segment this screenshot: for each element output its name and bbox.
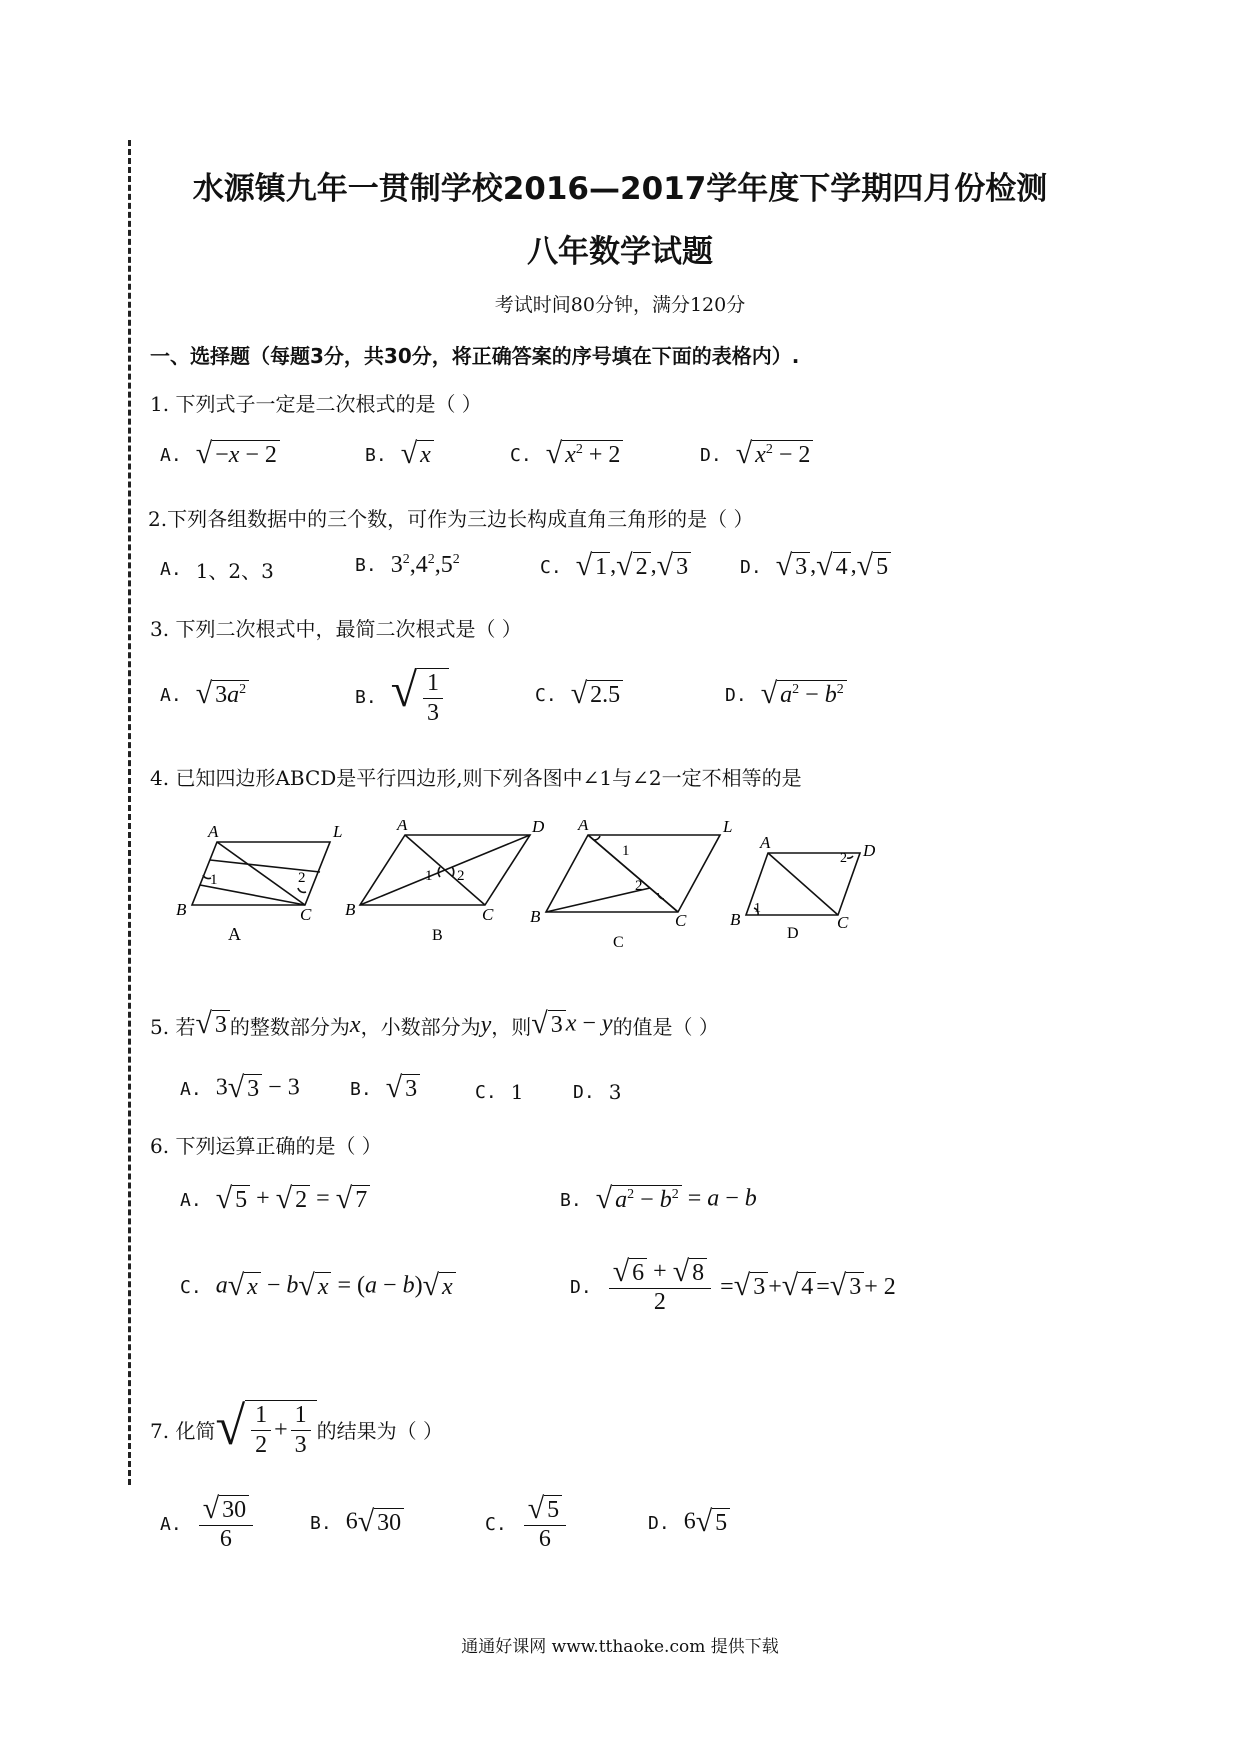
label-angle-1: 1 (754, 901, 761, 916)
q7-option-c (485, 1492, 569, 1553)
figure-caption-b: B (432, 927, 443, 944)
q7-option-b (310, 1505, 404, 1538)
math-expression: √ $a^2 - b^2$ (761, 680, 847, 710)
option-label: C. (180, 1276, 202, 1298)
option-label: C. (535, 684, 557, 706)
option-label: D. (725, 684, 747, 706)
q7-prefix: 7. 化简 (150, 1419, 216, 1444)
option-text: 1 (510, 1080, 524, 1104)
label-vertex-d: D (532, 820, 545, 836)
q6-option-c (180, 1269, 456, 1302)
label-angle-2: 2 (840, 851, 847, 866)
option-label: B. (350, 1078, 372, 1100)
math-expression: √ 5 6 (521, 1495, 569, 1553)
question-7-stem (150, 1396, 443, 1460)
q1-option-d (700, 437, 813, 470)
option-label: D. (570, 1276, 592, 1298)
option-text: 1、2、3 (195, 559, 274, 583)
math-expression: √ x (401, 440, 434, 470)
option-text: 3 (608, 1080, 622, 1104)
option-label: A. (160, 444, 182, 466)
q5-option-c (475, 1080, 523, 1104)
q7-option-d (648, 1505, 730, 1538)
label-angle-1: 1 (622, 843, 630, 859)
label-angle-2: 2 (298, 870, 306, 886)
math-expression: √ $a^2 - b^2$ = a − b (595, 1182, 757, 1215)
math-expression: √ −x − 2 (196, 440, 280, 470)
option-label: A. (160, 1513, 182, 1535)
figure-caption-d: D (787, 925, 799, 942)
math-expression: √ 2.5 (571, 680, 623, 710)
option-label: B. (355, 687, 377, 709)
label-vertex-b: B (345, 900, 356, 919)
option-label: C. (540, 556, 562, 578)
math-expression: √ $\frac{1}{3}$ (391, 668, 449, 728)
math-expression: √ $x^2 + 2$ (546, 440, 624, 470)
q1-option-b (365, 437, 434, 470)
math-expression: x (349, 1011, 361, 1038)
option-label: A. (160, 559, 182, 580)
math-expression: √ 6 + √ 8 2 = √ 3 + √ 4 = √ 3 + 2 (606, 1258, 896, 1316)
option-label: C. (485, 1513, 507, 1535)
option-label: B. (365, 444, 387, 466)
q5-option-b (350, 1071, 420, 1104)
label-vertex-c: C (837, 913, 849, 932)
q4-figures (170, 820, 970, 950)
math-expression: √ 3 (195, 1010, 229, 1040)
label-vertex-b: B (176, 900, 187, 919)
math-expression: √ 3 (386, 1074, 420, 1104)
math-expression: √ 3 x − y (531, 1007, 613, 1040)
label-vertex-a: A (397, 820, 408, 834)
q5-option-a (180, 1071, 300, 1104)
q2-option-c (540, 549, 691, 582)
math-expression: a √ x − b √ x = (a − b) √ x (216, 1272, 456, 1302)
option-label: C. (475, 1081, 497, 1103)
option-label: C. (510, 444, 532, 466)
label-vertex-b: B (530, 907, 541, 926)
label-vertex-c: C (675, 911, 687, 930)
exam-title: 水源镇九年一贯制学校2016—2017学年度下学期四月份检测 (192, 171, 1048, 207)
label-angle-2: 2 (635, 878, 643, 894)
q6-option-d (570, 1255, 896, 1316)
binding-margin-dashed-line (128, 140, 131, 1485)
question-3-stem: 3. 下列二次根式中，最简二次根式是（ ） (150, 617, 522, 641)
math-expression: √ 3 , √ 4 , √ 5 (776, 552, 891, 582)
q6-option-a (180, 1182, 370, 1215)
q3-option-c (535, 677, 623, 710)
exam-info: 考试时间80分钟，满分120分 (494, 294, 746, 316)
figure-caption-c: C (613, 934, 624, 950)
q5-prefix: 5. 若 (150, 1014, 196, 1039)
q5-suffix: 的值是（ ） (612, 1014, 719, 1039)
label-vertex-d: L (333, 822, 343, 841)
q3-option-b (355, 664, 449, 728)
math-expression: √ $\frac{1}{2}$ + $\frac{1}{3}$ (215, 1400, 316, 1460)
math-expression: 3 √ 3 − 3 (215, 1071, 300, 1104)
option-label: D. (573, 1081, 595, 1103)
label-vertex-d: D (863, 841, 876, 860)
option-label: B. (310, 1512, 332, 1534)
section-heading-choice: 一、选择题（每题3分，共30分，将正确答案的序号填在下面的表格内）. (150, 344, 800, 368)
label-angle-2: 2 (457, 868, 465, 884)
q5-mid1: 的整数部分为 (229, 1014, 350, 1039)
q1-option-c (510, 437, 623, 470)
math-expression: √ 1 , √ 2 , √ 3 (576, 552, 691, 582)
q3-option-a (160, 677, 249, 710)
label-vertex-a: A (578, 820, 589, 834)
q5-mid2: ，小数部分为 (360, 1014, 481, 1039)
label-vertex-c: C (300, 905, 312, 924)
exam-subtitle: 八年数学试题 (527, 234, 713, 270)
math-expression: √ 5 + √ 2 = √ 7 (216, 1185, 371, 1215)
q7-option-a (160, 1492, 256, 1553)
option-label: D. (648, 1512, 670, 1534)
math-expression: 6 √ 5 (684, 1508, 730, 1538)
question-2-stem: 2.下列各组数据中的三个数，可作为三边长构成直角三角形的是（ ） (148, 507, 754, 531)
question-5-stem (150, 1007, 719, 1040)
label-angle-1: 1 (210, 872, 218, 888)
figure-b-parallelogram (360, 835, 530, 905)
label-vertex-a: A (208, 822, 219, 841)
label-angle-1: 1 (425, 868, 433, 884)
q5-mid3: ，则 (491, 1014, 532, 1039)
option-label: B. (355, 555, 377, 576)
math-expression: 6 √ 30 (346, 1508, 404, 1538)
label-vertex-c: C (482, 905, 494, 924)
q7-suffix: 的结果为（ ） (316, 1419, 443, 1444)
q2-option-b (355, 552, 460, 579)
q1-option-a (160, 437, 280, 470)
option-label: B. (560, 1189, 582, 1211)
math-expression: √ $x^2 - 2$ (736, 440, 814, 470)
label-vertex-b: B (730, 910, 741, 929)
question-4-stem: 4. 已知四边形ABCD是平行四边形,则下列各图中∠1与∠2一定不相等的是 (150, 766, 802, 790)
option-label: A. (180, 1189, 202, 1211)
q2-option-a (160, 555, 274, 584)
option-label: A. (180, 1078, 202, 1100)
footer-source: 通通好课网 www.tthaoke.com 提供下载 (461, 1637, 779, 1657)
label-vertex-a: A (760, 833, 771, 852)
question-6-stem: 6. 下列运算正确的是（ ） (150, 1134, 382, 1158)
option-label: D. (700, 444, 722, 466)
figure-c-parallelogram (546, 835, 720, 912)
math-expression: y (480, 1011, 492, 1038)
question-1-stem: 1. 下列式子一定是二次根式的是（ ） (150, 392, 482, 416)
math-expression: $3^2,4^2,5^2$ (390, 552, 460, 578)
option-label: D. (740, 556, 762, 578)
label-vertex-d: L (723, 820, 733, 836)
math-expression: √ $3a^2$ (196, 680, 249, 710)
figure-caption-a: A (228, 924, 241, 944)
option-label: A. (160, 684, 182, 706)
math-expression: √ 30 6 (196, 1495, 256, 1553)
q5-option-d (573, 1080, 621, 1104)
q3-option-d (725, 677, 847, 710)
q2-option-d (740, 549, 891, 582)
q6-option-b (560, 1182, 757, 1215)
